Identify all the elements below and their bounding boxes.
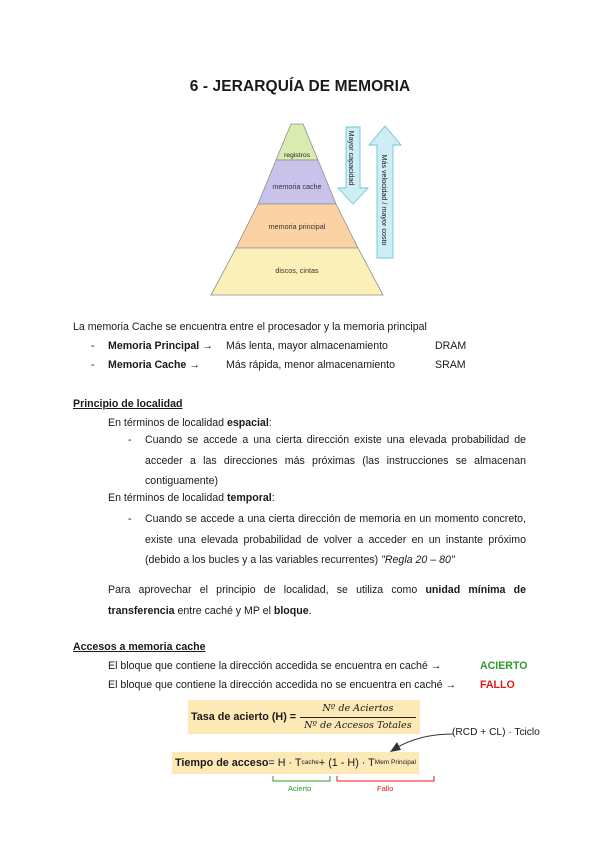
temporal-heading: En términos de localidad temporal: — [108, 492, 275, 504]
memory-desc-cache: Más rápida, menor almacenamiento — [226, 359, 395, 371]
memory-name-cache: Memoria Cache → — [108, 359, 200, 371]
spatial-heading: En términos de localidad espacial: — [108, 417, 272, 429]
locality-heading: Principio de localidad — [73, 398, 183, 410]
intro-text: La memoria Cache se encuentra entre el procesador y la memoria principal — [73, 321, 427, 333]
hit-rate-denominator: Nº de Accesos Totales — [304, 719, 412, 731]
brace-fallo-label: Fallo — [377, 784, 394, 793]
memory-tech-principal: DRAM — [435, 340, 467, 352]
access-time-formula: Tiempo de acceso = H · T cache + (1 - H) · T Mem Principal — [172, 752, 419, 774]
memory-row-cache: - — [91, 359, 95, 371]
arrow-label-capacidad: Mayor capacidad — [347, 130, 356, 186]
page-title: 6 - JERARQUÍA DE MEMORIA — [189, 78, 411, 95]
pyramid-label-discos: discos, cintas — [275, 266, 319, 275]
pyramid-label-cache: memoria cache — [272, 182, 322, 191]
memory-hierarchy-diagram — [205, 118, 410, 296]
temporal-dash: - — [128, 513, 132, 525]
hit-text: El bloque que contiene la dirección accedida se encuentra en caché → — [108, 660, 442, 672]
access-heading: Accesos a memoria cache — [73, 641, 206, 653]
temporal-text: Cuando se accede a una cierta dirección de memoria en un momento concreto, existe una elevada probabilidad de volver a acceder en un instante próximo (debido a los bucles y a las variables recurrentes) "Regla 20 – 80" — [145, 513, 526, 566]
hit-rate-numerator: Nº de Aciertos — [300, 702, 416, 718]
spatial-dash: - — [128, 434, 132, 446]
hit-label: ACIERTO — [480, 660, 528, 672]
pyramid-label-registros: registros — [283, 152, 311, 159]
miss-text: El bloque que contiene la dirección accedida no se encuentra en caché → — [108, 679, 457, 691]
hit-rate-formula: Tasa de acierto (H) = $\frac{\text{Nº de Aciertos}}{\text{Nº de Accesos Totales}}$ — [188, 700, 420, 734]
memory-name-principal: Memoria Principal → — [108, 340, 213, 352]
memory-tech-cache: SRAM — [435, 359, 466, 371]
spatial-text: Cuando se accede a una cierta dirección existe una elevada probabilidad de acceder a las direcciones más próximas (las instrucciones se almacenan contiguamente) — [145, 434, 526, 487]
pyramid-label-principal: memoria principal — [268, 222, 326, 231]
brace-acierto-label: Acierto — [288, 784, 312, 793]
arrow-label-velocidad: Más velocidad / mayor costo — [380, 154, 389, 246]
locality-summary: Para aprovechar el principio de localidad, se utiliza como unidad mínima de transferencia entre caché y MP el bloque. — [108, 584, 526, 617]
memory-desc-principal: Más lenta, mayor almacenamiento — [226, 340, 388, 352]
cycle-note: (RCD + CL) · Tciclo — [452, 727, 540, 738]
miss-label: FALLO — [480, 679, 515, 691]
memory-row-principal: - — [91, 340, 95, 352]
